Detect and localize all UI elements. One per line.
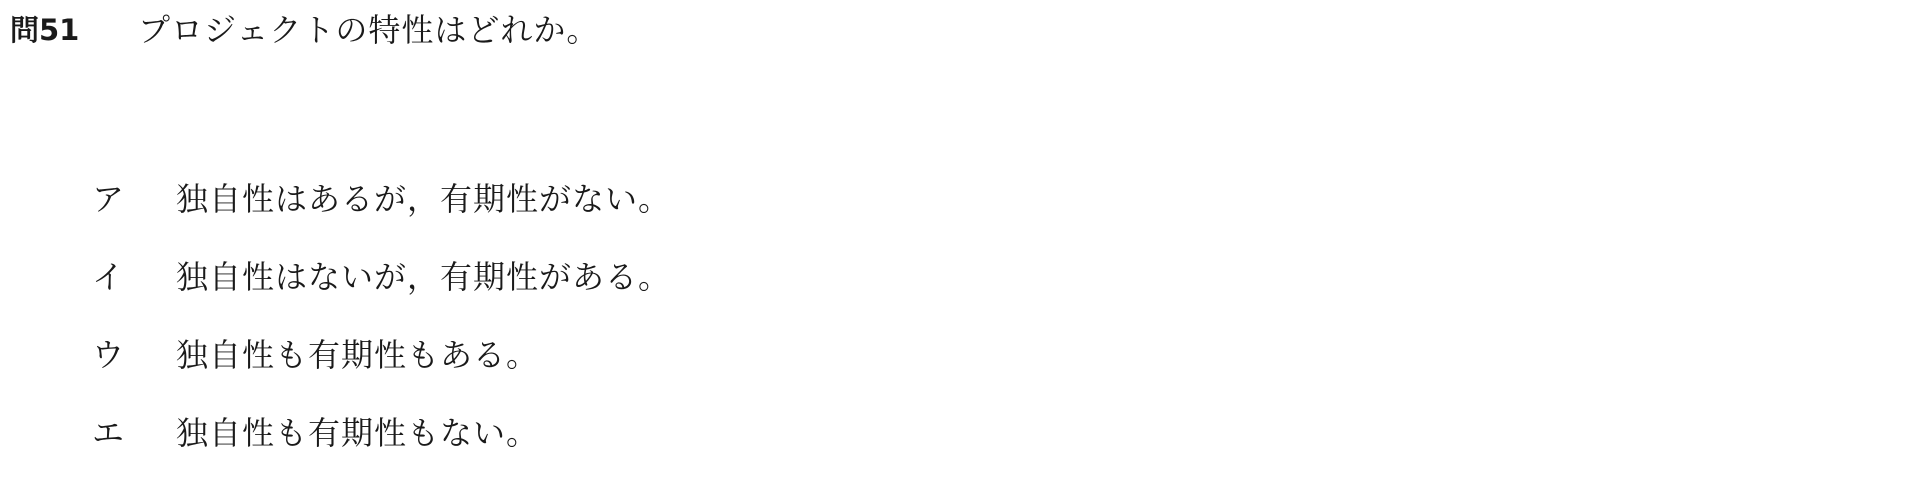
- question-header: [10, 4, 599, 52]
- choice-text: 独自性はないが，有期性がある。: [176, 258, 672, 296]
- choice-label: ア: [92, 180, 125, 218]
- choice-label: エ: [92, 414, 125, 452]
- question-text: プロジェクトの特性はどれか。: [138, 11, 600, 49]
- choice-a[interactable]: [92, 165, 671, 229]
- choice-text: 独自性も有期性もない。: [176, 414, 540, 452]
- choice-text: 独自性はあるが，有期性がない。: [176, 180, 672, 218]
- choice-d[interactable]: [92, 399, 671, 463]
- choice-label: ウ: [92, 336, 125, 374]
- choice-text: 独自性も有期性もある。: [176, 336, 540, 374]
- answer-choices: [92, 165, 671, 463]
- choice-b[interactable]: [92, 243, 671, 307]
- question-number: 問51: [10, 12, 80, 47]
- choice-label: イ: [92, 258, 125, 296]
- choice-c[interactable]: [92, 321, 671, 385]
